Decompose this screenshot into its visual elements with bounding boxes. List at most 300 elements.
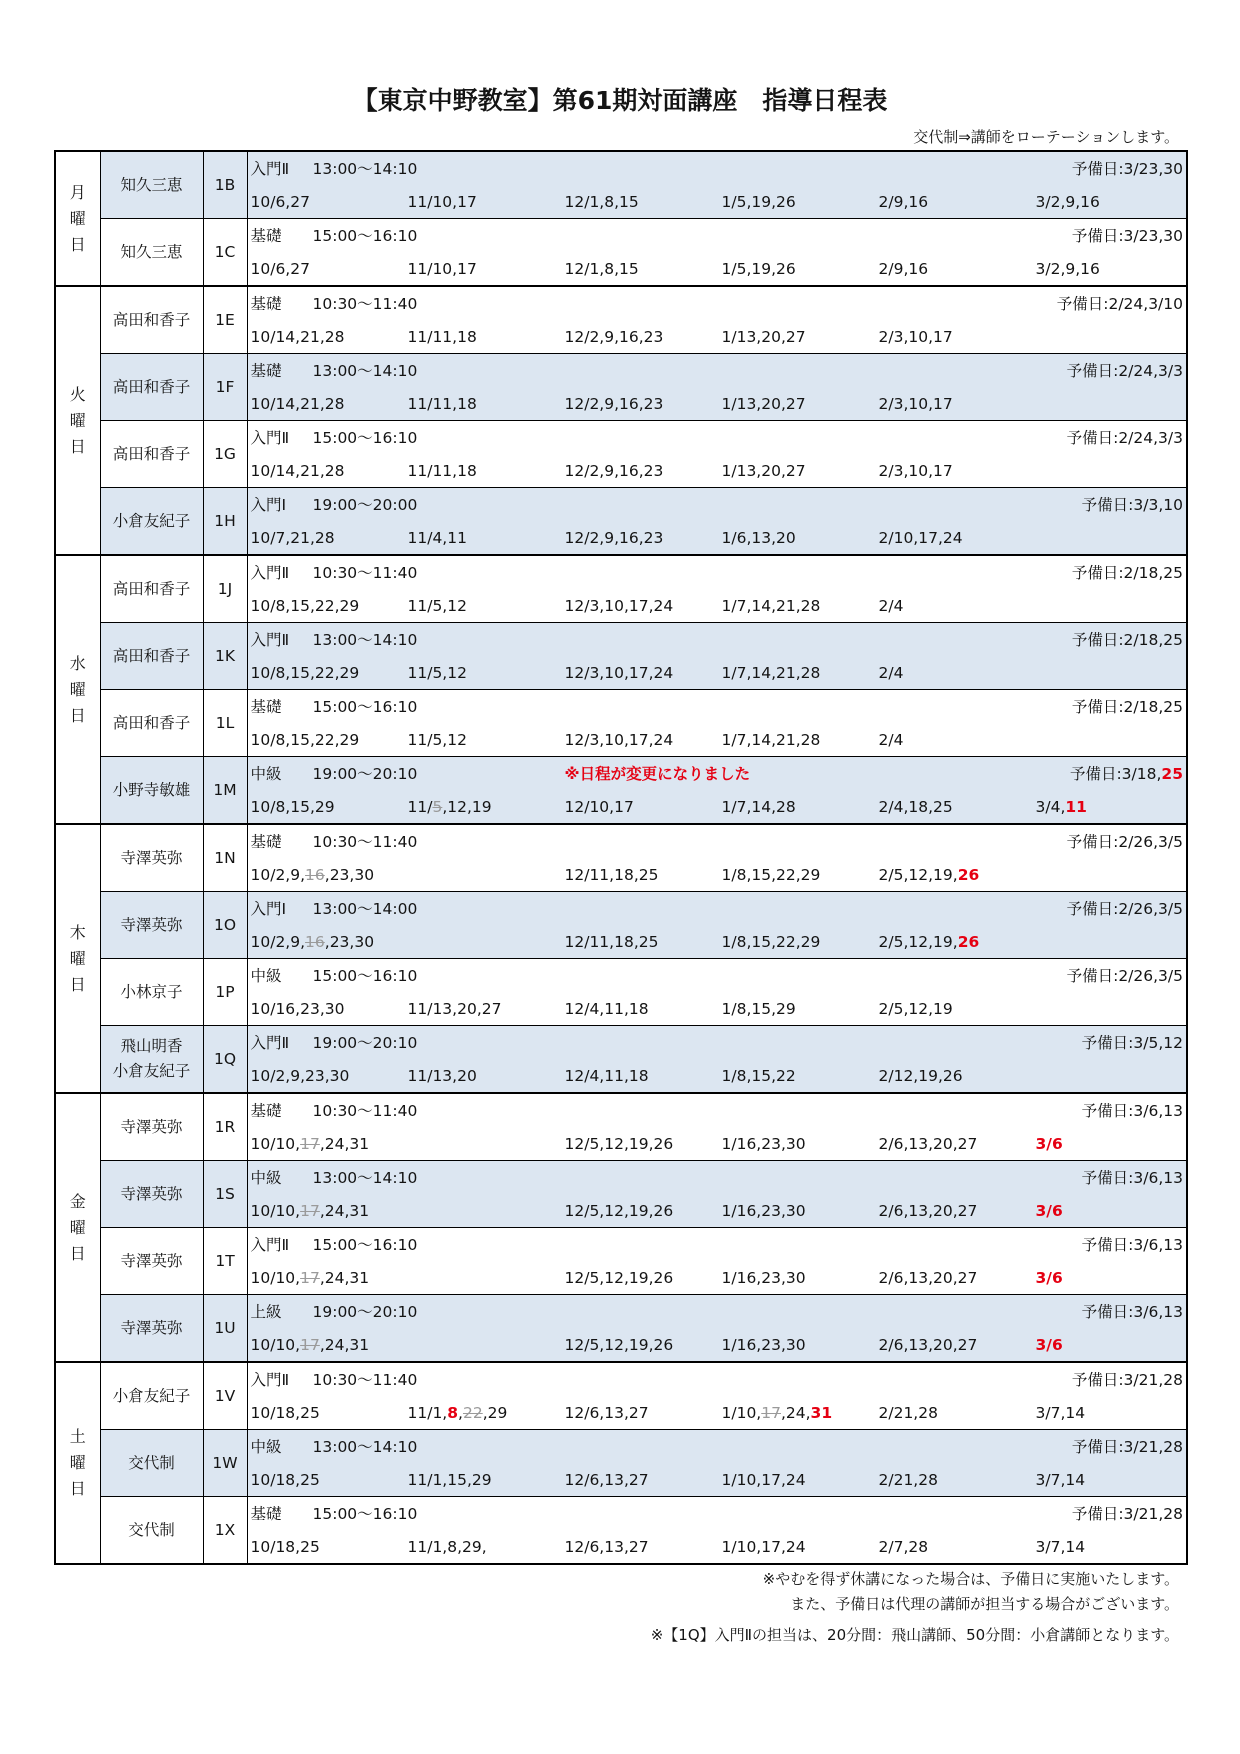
date-text: 11/10,17 <box>407 260 477 278</box>
schedule-cell <box>247 1228 1187 1295</box>
date-text: 2/6,13,20,27 <box>878 1202 978 1220</box>
date-text: 11/5,12 <box>407 731 467 749</box>
date-text: 10/6,27 <box>250 260 310 278</box>
date-text: 2/4 <box>878 664 904 682</box>
teacher-cell <box>100 488 203 556</box>
month-dates <box>565 999 649 1019</box>
footnote-line: また、予備日は代理の講師が担当する場合がございます。 <box>790 1595 1179 1613</box>
month-dates <box>722 596 821 616</box>
class-code: 1G <box>203 421 247 488</box>
date-text: 12/5,12,19,26 <box>564 1202 674 1220</box>
course-time: 15:00～16:10 <box>312 967 418 985</box>
date-text: ,24,31 <box>319 1269 370 1287</box>
schedule-cell <box>247 219 1187 287</box>
month-dates <box>879 1268 978 1288</box>
month-dates <box>408 461 477 481</box>
month-dates <box>722 999 796 1019</box>
month-dates <box>879 1066 963 1086</box>
rotation-note: 交代制⇒講師をローテーションします。 <box>913 128 1179 146</box>
schedule-box <box>248 556 1187 622</box>
teacher-name: 小倉友紀子 <box>112 1386 191 1405</box>
date-text: 1/8,15,22 <box>721 1067 796 1085</box>
date-text: 1/7,14,28 <box>721 798 796 816</box>
month-dates <box>722 259 796 279</box>
month-dates <box>565 327 664 347</box>
teacher-name: 小野寺敏雄 <box>112 780 191 799</box>
schedule-cell <box>247 354 1187 421</box>
teacher-cell <box>100 219 203 287</box>
cancelled-date: 22 <box>462 1404 483 1422</box>
date-text: 予備日:2/24,3/10 <box>1056 295 1183 313</box>
date-text: 予備日:3/18, <box>1069 765 1162 783</box>
month-dates <box>879 730 904 750</box>
date-text: 11/11,18 <box>407 395 477 413</box>
date-text: ,23,30 <box>324 933 375 951</box>
reserve-dates <box>1082 1302 1183 1322</box>
class-code: 1H <box>203 488 247 556</box>
date-text: 2/10,17,24 <box>878 529 963 547</box>
month-dates <box>879 259 929 279</box>
teacher-name: 寺澤英弥 <box>120 915 183 934</box>
schedule-box <box>248 152 1187 218</box>
month-dates <box>722 528 796 548</box>
month-dates <box>565 1268 674 1288</box>
schedule-box <box>248 757 1187 823</box>
month-dates <box>722 865 821 885</box>
date-text: 10/14,21,28 <box>250 328 345 346</box>
class-code: 1U <box>203 1295 247 1363</box>
schedule-row <box>55 286 1187 354</box>
class-code: 1V <box>203 1362 247 1430</box>
month-dates <box>879 528 963 548</box>
class-code: 1Q <box>203 1026 247 1094</box>
date-text: 予備日:2/24,3/3 <box>1066 429 1183 447</box>
date-text: 2/9,16 <box>878 260 929 278</box>
schedule-row <box>55 757 1187 825</box>
date-text: , <box>458 1404 463 1422</box>
month-dates <box>408 663 467 683</box>
schedule-cell <box>247 623 1187 690</box>
month-dates <box>565 259 639 279</box>
teacher-cell <box>100 757 203 825</box>
month-dates <box>565 1470 649 1490</box>
date-text: 10/14,21,28 <box>250 395 345 413</box>
schedule-table <box>54 150 1188 1565</box>
month-dates <box>722 327 806 347</box>
course-time: 13:00～14:00 <box>312 900 418 918</box>
course-level: 基礎 <box>250 698 282 716</box>
course-level: 上級 <box>250 1303 282 1321</box>
date-text: 予備日:3/23,30 <box>1071 227 1183 245</box>
teacher-cell <box>100 151 203 219</box>
schedule-box <box>248 892 1187 958</box>
date-text: 1/16,23,30 <box>721 1269 806 1287</box>
changed-date: 31 <box>810 1404 833 1422</box>
teacher-cell <box>100 1228 203 1295</box>
cancelled-date: 16 <box>305 866 325 884</box>
date-text: 予備日:2/26,3/5 <box>1066 967 1183 985</box>
date-text: 12/4,11,18 <box>564 1000 649 1018</box>
date-text: 1/5,19,26 <box>721 193 796 211</box>
class-code: 1S <box>203 1161 247 1228</box>
date-text: 11/11,18 <box>407 328 477 346</box>
course-time: 10:30～11:40 <box>312 833 418 851</box>
month-dates <box>251 1470 320 1490</box>
course-time: 13:00～14:10 <box>312 631 418 649</box>
date-text: 12/1,8,15 <box>564 193 639 211</box>
course-level: 入門Ⅱ <box>250 1371 290 1389</box>
schedule-box <box>248 1026 1187 1092</box>
month-dates <box>251 1066 350 1086</box>
class-code: 1R <box>203 1093 247 1161</box>
date-text: 1/6,13,20 <box>721 529 796 547</box>
course-level: 入門Ⅱ <box>250 631 290 649</box>
date-text: 12/5,12,19,26 <box>564 1135 674 1153</box>
reserve-dates <box>1072 563 1183 583</box>
month-dates <box>1036 1537 1086 1557</box>
date-text: 10/2,9,23,30 <box>250 1067 350 1085</box>
month-dates <box>251 663 360 683</box>
cancelled-date: 17 <box>300 1202 320 1220</box>
teacher-name: 小倉友紀子 <box>112 511 191 530</box>
date-text: 2/4,18,25 <box>878 798 953 816</box>
class-code: 1T <box>203 1228 247 1295</box>
course-time: 13:00～14:10 <box>312 160 418 178</box>
date-text: 1/13,20,27 <box>721 395 806 413</box>
month-dates <box>879 1335 978 1355</box>
date-text: 11/11,18 <box>407 462 477 480</box>
date-text: ,24, <box>780 1404 811 1422</box>
teacher-name: 知久三恵 <box>120 242 183 261</box>
date-text: 2/6,13,20,27 <box>878 1336 978 1354</box>
schedule-box <box>248 690 1187 756</box>
teacher-name: 高田和香子 <box>112 579 191 598</box>
month-dates <box>1036 1470 1086 1490</box>
course-time: 15:00～16:10 <box>312 1505 418 1523</box>
class-code: 1P <box>203 959 247 1026</box>
course-level: 基礎 <box>250 833 282 851</box>
date-text: 10/10, <box>250 1269 301 1287</box>
schedule-box <box>248 219 1187 285</box>
course-level: 入門Ⅱ <box>250 160 290 178</box>
schedule-box <box>248 1430 1187 1496</box>
date-text: 10/6,27 <box>250 193 310 211</box>
day-cell <box>55 286 100 555</box>
date-text: 予備日:3/21,28 <box>1071 1438 1183 1456</box>
date-text: 12/11,18,25 <box>564 933 659 951</box>
reserve-dates <box>1082 1033 1183 1053</box>
reserve-dates <box>1072 226 1183 246</box>
date-text: 12/2,9,16,23 <box>564 462 664 480</box>
changed-date: 11 <box>1065 798 1087 816</box>
schedule-box <box>248 623 1187 689</box>
cancelled-date: 17 <box>300 1135 320 1153</box>
date-text: 11/10,17 <box>407 193 477 211</box>
date-text: 2/3,10,17 <box>878 395 953 413</box>
course-time: 10:30～11:40 <box>312 295 418 313</box>
class-code: 1C <box>203 219 247 287</box>
date-text: 10/16,23,30 <box>250 1000 345 1018</box>
month-dates <box>565 865 659 885</box>
weekday-label: 土曜日 <box>69 1427 86 1498</box>
date-text: 2/3,10,17 <box>878 462 953 480</box>
schedule-row <box>55 555 1187 623</box>
date-text: 予備日:3/6,13 <box>1081 1236 1183 1254</box>
course-time: 15:00～16:10 <box>312 429 418 447</box>
date-text: 12/1,8,15 <box>564 260 639 278</box>
month-dates <box>722 1537 806 1557</box>
footnotes <box>54 1567 1186 1648</box>
month-dates <box>722 394 806 414</box>
date-text: 11/5,12 <box>407 664 467 682</box>
changed-date: 3/6 <box>1035 1336 1063 1354</box>
date-text: ,24,31 <box>319 1135 370 1153</box>
month-dates <box>408 528 467 548</box>
date-text: ,23,30 <box>324 866 375 884</box>
date-text: 1/5,19,26 <box>721 260 796 278</box>
month-dates <box>879 932 980 952</box>
date-text: 2/7,28 <box>878 1538 929 1556</box>
date-text: 10/18,25 <box>250 1404 320 1422</box>
month-dates <box>251 394 345 414</box>
schedule-box <box>248 287 1187 353</box>
reserve-dates <box>1082 1101 1183 1121</box>
cancelled-date: 16 <box>305 933 325 951</box>
reserve-dates <box>1067 966 1183 986</box>
schedule-box <box>248 1228 1187 1294</box>
date-text: 1/16,23,30 <box>721 1336 806 1354</box>
course-level: 基礎 <box>250 362 282 380</box>
schedule-row <box>55 1093 1187 1161</box>
month-dates <box>1036 1134 1063 1154</box>
teacher-name: 高田和香子 <box>112 444 191 463</box>
date-text: 予備日:3/3,10 <box>1081 496 1183 514</box>
month-dates <box>251 1134 370 1154</box>
schedule-cell <box>247 1430 1187 1497</box>
course-level: 中級 <box>250 1169 282 1187</box>
teacher-cell <box>100 1026 203 1094</box>
date-text: 1/10,17,24 <box>721 1538 806 1556</box>
schedule-cell <box>247 1497 1187 1565</box>
month-dates <box>408 259 477 279</box>
month-dates <box>565 461 664 481</box>
footnote-line: ※やむを得ず休講になった場合は、予備日に実施いたします。 <box>762 1570 1179 1588</box>
month-dates <box>408 596 467 616</box>
date-text: 12/5,12,19,26 <box>564 1336 674 1354</box>
schedule-cell <box>247 555 1187 623</box>
date-text: 予備日:2/18,25 <box>1071 698 1183 716</box>
date-text: 11/13,20,27 <box>407 1000 502 1018</box>
reserve-dates <box>1072 697 1183 717</box>
date-text: ,24,31 <box>319 1202 370 1220</box>
date-text: 3/2,9,16 <box>1035 193 1100 211</box>
date-text: 10/8,15,22,29 <box>250 597 360 615</box>
day-cell <box>55 555 100 824</box>
schedule-cell <box>247 151 1187 219</box>
class-code: 1K <box>203 623 247 690</box>
date-text: 3/2,9,16 <box>1035 260 1100 278</box>
month-dates <box>565 1403 649 1423</box>
date-text: 3/4, <box>1035 798 1066 816</box>
cancelled-date: 17 <box>300 1336 320 1354</box>
schedule-cell <box>247 1026 1187 1094</box>
date-text: 12/4,11,18 <box>564 1067 649 1085</box>
teacher-cell <box>100 1497 203 1565</box>
reserve-dates <box>1072 159 1183 179</box>
month-dates <box>408 192 477 212</box>
date-text: 10/10, <box>250 1135 301 1153</box>
date-text: 10/10, <box>250 1202 301 1220</box>
date-text: 予備日:3/23,30 <box>1071 160 1183 178</box>
month-dates <box>565 528 664 548</box>
date-text: 1/13,20,27 <box>721 328 806 346</box>
month-dates <box>879 394 953 414</box>
date-text: 12/2,9,16,23 <box>564 529 664 547</box>
date-text: 3/7,14 <box>1035 1538 1086 1556</box>
schedule-cell <box>247 488 1187 556</box>
month-dates <box>565 730 674 750</box>
reserve-dates <box>1067 428 1183 448</box>
month-dates <box>879 1201 978 1221</box>
course-level: 基礎 <box>250 295 282 313</box>
date-text: 11/1, <box>407 1404 448 1422</box>
class-code: 1M <box>203 757 247 825</box>
date-text: 10/14,21,28 <box>250 462 345 480</box>
date-text: 2/4 <box>878 597 904 615</box>
changed-date: 8 <box>447 1404 459 1422</box>
date-text: 2/4 <box>878 731 904 749</box>
month-dates <box>251 1537 320 1557</box>
month-dates <box>565 1201 674 1221</box>
month-dates <box>879 461 953 481</box>
date-text: 予備日:3/6,13 <box>1081 1169 1183 1187</box>
date-text: 11/ <box>407 798 433 816</box>
schedule-row <box>55 1430 1187 1497</box>
schedule-row <box>55 690 1187 757</box>
teacher-name: 高田和香子 <box>112 377 191 396</box>
schedule-box <box>248 959 1187 1025</box>
schedule-cell <box>247 286 1187 354</box>
class-code: 1N <box>203 824 247 892</box>
schedule-row <box>55 1161 1187 1228</box>
reserve-dates <box>1082 1235 1183 1255</box>
course-level: 入門Ⅰ <box>250 900 287 918</box>
month-dates <box>1036 1201 1063 1221</box>
teacher-name: 寺澤英弥 <box>120 1318 183 1337</box>
changed-date: 25 <box>1161 765 1183 783</box>
schedule-cell <box>247 1161 1187 1228</box>
class-code: 1B <box>203 151 247 219</box>
schedule-box <box>248 825 1187 891</box>
date-text: 2/9,16 <box>878 193 929 211</box>
date-text: 12/3,10,17,24 <box>564 664 674 682</box>
date-text: 1/7,14,21,28 <box>721 597 821 615</box>
month-dates <box>879 797 953 817</box>
date-text: 1/8,15,22,29 <box>721 866 821 884</box>
schedule-row <box>55 1295 1187 1363</box>
day-cell <box>55 151 100 286</box>
month-dates <box>251 528 335 548</box>
date-text: 2/6,13,20,27 <box>878 1135 978 1153</box>
month-dates <box>722 1066 796 1086</box>
date-text: 10/2,9, <box>250 866 306 884</box>
change-notice: ※日程が変更になりました <box>564 765 751 783</box>
month-dates <box>251 327 345 347</box>
month-dates <box>879 865 980 885</box>
date-text: 11/4,11 <box>407 529 467 547</box>
month-dates <box>879 1134 978 1154</box>
weekday-label: 月曜日 <box>69 182 86 254</box>
date-text: ,29 <box>482 1404 508 1422</box>
teacher-cell <box>100 354 203 421</box>
schedule-box <box>248 1497 1187 1563</box>
schedule-row <box>55 623 1187 690</box>
month-dates <box>251 1201 370 1221</box>
schedule-cell <box>247 959 1187 1026</box>
schedule-box <box>248 1094 1187 1160</box>
month-dates <box>251 865 375 885</box>
date-text: 予備日:2/24,3/3 <box>1066 362 1183 380</box>
schedule-row <box>55 219 1187 287</box>
month-dates <box>879 192 929 212</box>
reserve-dates <box>1072 1504 1183 1524</box>
course-time: 19:00～20:10 <box>312 1034 418 1052</box>
month-dates <box>408 797 492 817</box>
month-dates <box>408 327 477 347</box>
date-text: ,12,19 <box>442 798 492 816</box>
schedule-cell <box>247 690 1187 757</box>
cancelled-date: 5 <box>432 798 443 816</box>
class-code: 1W <box>203 1430 247 1497</box>
course-level: 入門Ⅱ <box>250 1236 290 1254</box>
month-dates <box>879 1403 938 1423</box>
teacher-cell <box>100 892 203 959</box>
schedule-row <box>55 824 1187 892</box>
course-time: 15:00～16:10 <box>312 227 418 245</box>
teacher-name: 寺澤英弥 <box>120 848 183 867</box>
date-text: 12/11,18,25 <box>564 866 659 884</box>
course-time: 10:30～11:40 <box>312 1102 418 1120</box>
course-time: 15:00～16:10 <box>312 698 418 716</box>
course-level: 基礎 <box>250 1102 282 1120</box>
teacher-name: 寺澤英弥 <box>120 1117 183 1136</box>
date-text: 11/1,8,29, <box>407 1538 487 1556</box>
date-text: 10/7,21,28 <box>250 529 335 547</box>
course-time: 19:00～20:10 <box>312 765 418 783</box>
class-code: 1L <box>203 690 247 757</box>
date-text: 予備日:2/18,25 <box>1071 564 1183 582</box>
course-time: 10:30～11:40 <box>312 564 418 582</box>
reserve-dates <box>1082 1168 1183 1188</box>
teacher-cell <box>100 286 203 354</box>
date-text: 1/13,20,27 <box>721 462 806 480</box>
course-time: 15:00～16:10 <box>312 1236 418 1254</box>
month-dates <box>722 1134 806 1154</box>
date-text: 1/10, <box>721 1404 762 1422</box>
date-text: 10/2,9, <box>250 933 306 951</box>
date-text: 予備日:3/6,13 <box>1081 1303 1183 1321</box>
month-dates <box>251 1335 370 1355</box>
schedule-box <box>248 354 1187 420</box>
teacher-name: 飛山明香 <box>120 1037 183 1055</box>
schedule-row <box>55 421 1187 488</box>
month-dates <box>565 663 674 683</box>
month-dates <box>1036 1403 1086 1423</box>
month-dates <box>408 1066 477 1086</box>
date-text: 1/10,17,24 <box>721 1471 806 1489</box>
month-dates <box>565 596 674 616</box>
date-text: 2/5,12,19, <box>878 933 958 951</box>
